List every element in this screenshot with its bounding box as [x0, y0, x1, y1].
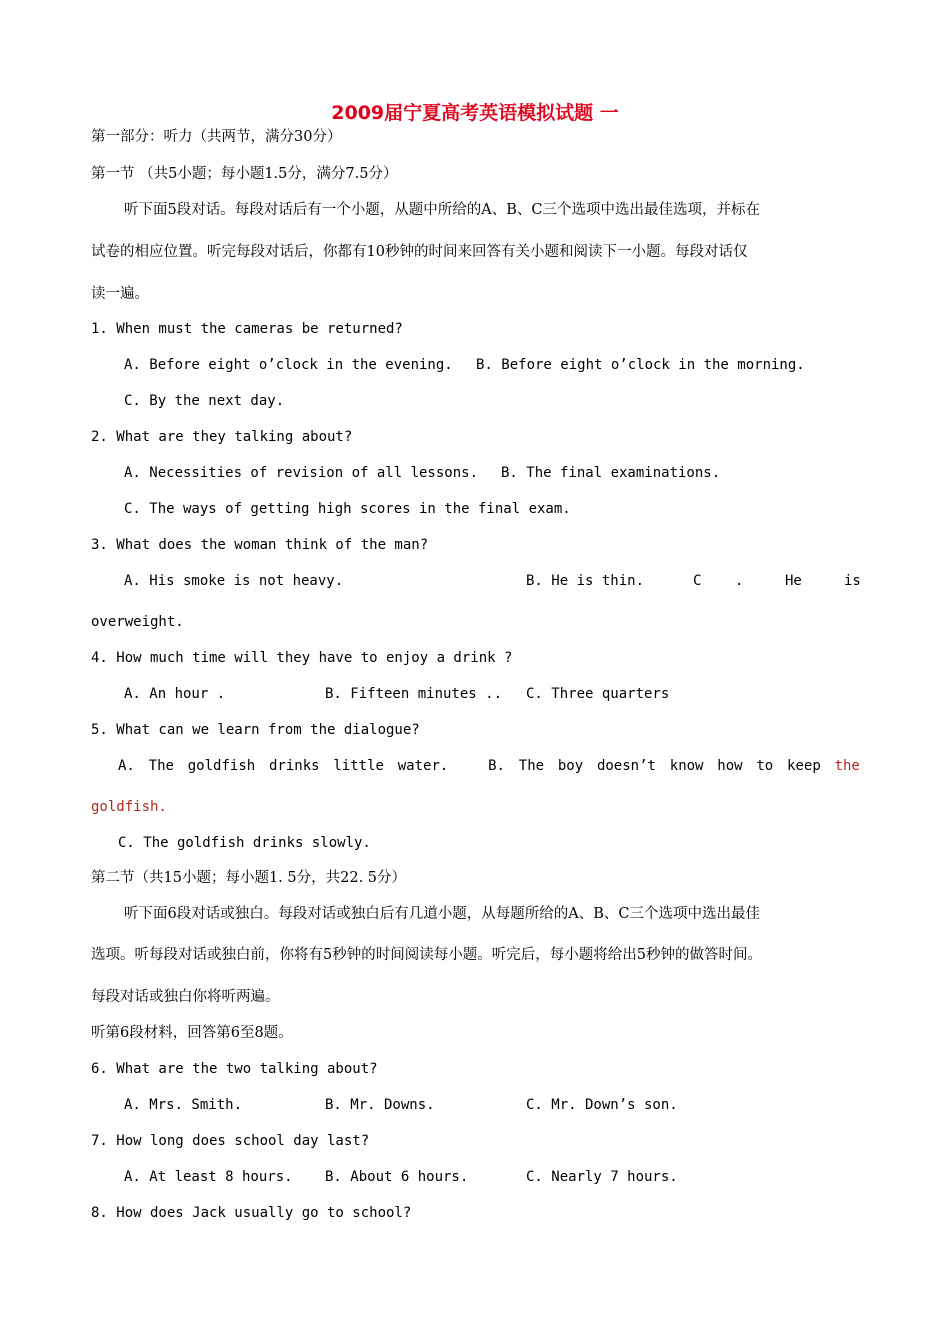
- question-6-option-b: B. Mr. Downs.: [325, 1097, 435, 1113]
- question-3-option-c-word: is: [844, 573, 861, 589]
- question-5-word: to: [756, 758, 774, 774]
- section1-instruction-line: 读一遍。: [91, 286, 149, 302]
- page-title: 2009届宁夏高考英语模拟试题 一: [331, 102, 619, 124]
- question-5-word: goldfish: [187, 758, 256, 774]
- question-4-option-a: A. An hour .: [124, 686, 226, 702]
- question-5-word: how: [717, 758, 743, 774]
- question-4-stem: 4. How much time will they have to enjoy a drink ?: [91, 650, 513, 666]
- question-5-word: boy: [557, 758, 584, 774]
- section2-instruction-line: 听下面6段对话或独白。每段对话或独白后有几道小题，从每题所给的A、B、C三个选项中选出最佳: [124, 906, 760, 922]
- section2-instruction-line: 选项。听每段对话或独白前，你将有5秒钟的时间阅读每小题。听完后，每小题将给出5秒钟的做答时间。: [91, 947, 762, 963]
- question-5-word: keep: [787, 758, 821, 774]
- question-5-word: A.: [118, 758, 135, 774]
- question-4-option-b: B. Fifteen minutes ..: [325, 686, 503, 702]
- question-2-option-c: C. The ways of getting high scores in the final exam.: [124, 501, 571, 517]
- question-7-option-b: B. About 6 hours.: [325, 1169, 469, 1185]
- question-5-word: water.: [397, 758, 449, 774]
- question-2-option-a: A. Necessities of revision of all lessons.: [124, 465, 479, 481]
- question-7-option-a: A. At least 8 hours.: [124, 1169, 293, 1185]
- question-3-option-a: A. His smoke is not heavy.: [124, 573, 344, 589]
- question-7-option-c: C. Nearly 7 hours.: [526, 1169, 678, 1185]
- question-4-option-c: C. Three quarters: [526, 686, 670, 702]
- section1-instruction-line: 听下面5段对话。每段对话后有一个小题，从题中所给的A、B、C三个选项中选出最佳选项，并标在: [124, 202, 760, 218]
- question-5-option-b-continued: goldfish.: [91, 799, 167, 815]
- question-3-option-c-letter: C: [693, 573, 702, 589]
- question-6-option-c: C. Mr. Down’s son.: [526, 1097, 678, 1113]
- question-5-word: The: [148, 758, 174, 774]
- material-note: 听第6段材料，回答第6至8题。: [91, 1025, 293, 1041]
- question-5-stem: 5. What can we learn from the dialogue?: [91, 722, 420, 738]
- section2-instruction-line: 每段对话或独白你将听两遍。: [91, 989, 280, 1005]
- question-1-option-b: B. Before eight o’clock in the morning.: [476, 357, 805, 373]
- part1-heading: 第一部分：听力（共两节，满分30分）: [91, 129, 342, 145]
- question-5-word-red: the: [834, 758, 860, 774]
- section2-heading: 第二节（共15小题；每小题1. 5分，共22. 5分）: [91, 870, 407, 886]
- question-8-stem: 8. How does Jack usually go to school?: [91, 1205, 412, 1221]
- question-5-word: doesn’t: [596, 758, 656, 774]
- question-3-stem: 3. What does the woman think of the man?: [91, 537, 429, 553]
- question-3-option-c-word: He: [785, 573, 802, 589]
- question-2-stem: 2. What are they talking about?: [91, 429, 353, 445]
- question-1-option-c: C. By the next day.: [124, 393, 285, 409]
- section1-heading: 第一节 （共5小题；每小题1.5分，满分7.5分）: [91, 166, 398, 182]
- question-5-word: The: [518, 758, 545, 774]
- question-6-stem: 6. What are the two talking about?: [91, 1061, 378, 1077]
- question-7-stem: 7. How long does school day last?: [91, 1133, 370, 1149]
- question-3-option-b: B. He is thin.: [526, 573, 645, 589]
- question-5-word: know: [669, 758, 704, 774]
- question-3-option-c-continued: overweight.: [91, 614, 184, 630]
- question-5-word: little: [333, 758, 384, 774]
- question-2-option-b: B. The final examinations.: [501, 465, 721, 481]
- question-5-options-line: [118, 756, 860, 776]
- question-6-option-a: A. Mrs. Smith.: [124, 1097, 243, 1113]
- question-1-stem: 1. When must the cameras be returned?: [91, 321, 403, 337]
- section1-instruction-line: 试卷的相应位置。听完每段对话后，你都有10秒钟的时间来回答有关小题和阅读下一小题。每段对话仅: [91, 244, 748, 260]
- question-5-option-c: C. The goldfish drinks slowly.: [118, 835, 371, 851]
- question-5-word: drinks: [268, 758, 320, 774]
- question-3-option-c-dot: .: [735, 573, 744, 589]
- question-1-option-a: A. Before eight o’clock in the evening.: [124, 357, 453, 373]
- question-5-word: B.: [488, 758, 505, 774]
